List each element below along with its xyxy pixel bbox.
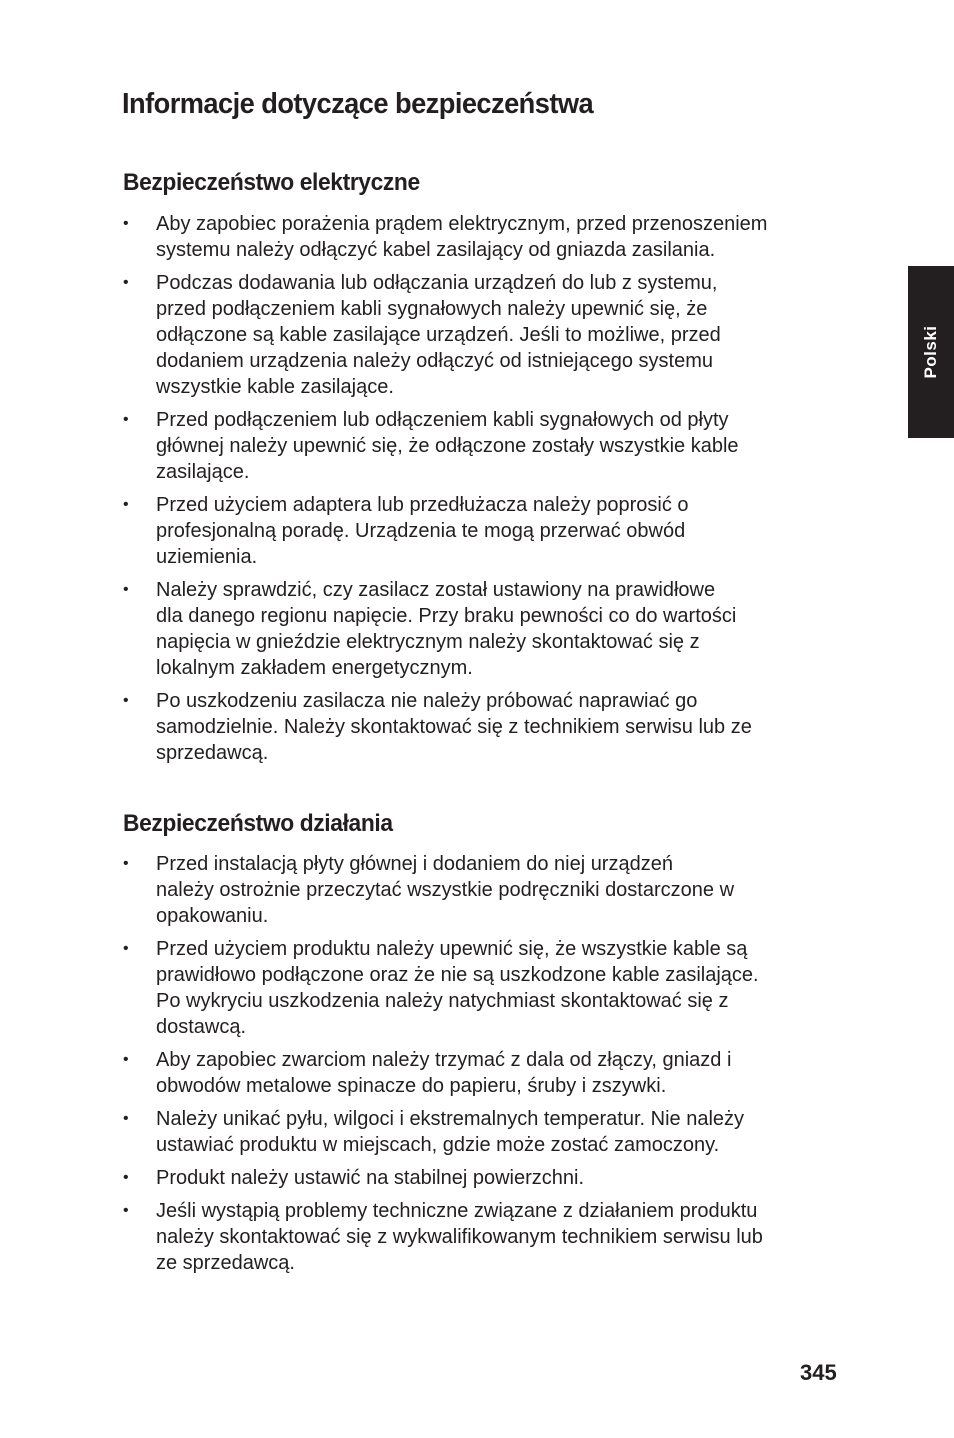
page-title: Informacje dotyczące bezpieczeństwa xyxy=(122,88,594,120)
bullet-marker: • xyxy=(123,215,129,232)
section-heading-operation: Bezpieczeństwo działania xyxy=(123,810,393,837)
list-item-text-line: głównej należy upewnić się, że odłączone zostały wszystkie kable xyxy=(156,435,739,457)
list-item xyxy=(123,1106,833,1158)
list-item-text-line: ze sprzedawcą. xyxy=(156,1252,295,1274)
bullet-marker: • xyxy=(123,1051,129,1068)
bullet-marker: • xyxy=(123,692,129,709)
list-item-text-line: Produkt należy ustawić na stabilnej powierzchni. xyxy=(156,1167,584,1189)
list-item-text-line: Należy unikać pyłu, wilgoci i ekstremalnych temperatur. Nie należy xyxy=(156,1108,745,1130)
list-item xyxy=(123,407,833,485)
list-item-text-line: dostawcą. xyxy=(156,1016,247,1038)
list-item-text-line: Przed podłączeniem lub odłączeniem kabli sygnałowych od płyty xyxy=(156,409,729,431)
list-item xyxy=(123,936,833,1040)
bullet-marker: • xyxy=(123,940,129,957)
list-item-text-line: zasilające. xyxy=(156,461,250,483)
list-item xyxy=(123,270,833,400)
list-item xyxy=(123,211,833,263)
list-item-text-line: obwodów metalowe spinacze do papieru, śruby i zszywki. xyxy=(156,1075,667,1097)
list-item xyxy=(123,1198,833,1276)
list-item-text-line: Podczas dodawania lub odłączania urządzeń do lub z systemu, xyxy=(156,272,718,294)
bullet-marker: • xyxy=(123,1169,129,1186)
list-item-text-line: Przed użyciem adaptera lub przedłużacza należy poprosić o xyxy=(156,494,689,516)
list-item-text-line: sprzedawcą. xyxy=(156,742,269,764)
bullet-marker: • xyxy=(123,411,129,428)
list-item-text-line: Aby zapobiec zwarciom należy trzymać z dala od złączy, gniazd i xyxy=(156,1049,732,1071)
list-item-text-line: Po wykryciu uszkodzenia należy natychmiast skontaktować się z xyxy=(156,990,729,1012)
list-item-text-line: należy ostrożnie przeczytać wszystkie podręczniki dostarczone w xyxy=(156,879,735,901)
list-item-text-line: lokalnym zakładem energetycznym. xyxy=(156,657,473,679)
page-number: 345 xyxy=(800,1360,837,1385)
list-item-text-line: samodzielnie. Należy skontaktować się z technikiem serwisu lub ze xyxy=(156,716,752,738)
language-side-tab xyxy=(908,266,954,438)
list-item-text-line: prawidłowo podłączone oraz że nie są uszkodzone kable zasilające. xyxy=(156,964,759,986)
list-item-text-line: wszystkie kable zasilające. xyxy=(156,376,394,398)
list-item xyxy=(123,1165,833,1191)
list-item xyxy=(123,688,833,766)
list-item-text-line: profesjonalną poradę. Urządzenia te mogą przerwać obwód xyxy=(156,520,686,542)
list-item-text-line: Należy sprawdzić, czy zasilacz został ustawiony na prawidłowe xyxy=(156,579,716,601)
list-item-text-line: dla danego regionu napięcie. Przy braku pewności co do wartości xyxy=(156,605,737,627)
list-item-text-line: odłączone są kable zasilające urządzeń. Jeśli to możliwe, przed xyxy=(156,324,721,346)
section-heading-electrical: Bezpieczeństwo elektryczne xyxy=(123,169,420,196)
list-item-text-line: opakowaniu. xyxy=(156,905,269,927)
list-item-text-line: dodaniem urządzenia należy odłączyć od istniejącego systemu xyxy=(156,350,713,372)
list-item-text-line: napięcia w gnieździe elektrycznym należy skontaktować się z xyxy=(156,631,700,653)
list-item-text-line: Jeśli wystąpią problemy techniczne związane z działaniem produktu xyxy=(156,1200,758,1222)
list-item-text-line: uziemienia. xyxy=(156,546,258,568)
operation-safety-list xyxy=(123,851,833,1283)
list-item-text-line: ustawiać produktu w miejscach, gdzie może zostać zamoczony. xyxy=(156,1134,720,1156)
list-item-text-line: systemu należy odłączyć kabel zasilający od gniazda zasilania. xyxy=(156,239,716,261)
electrical-safety-list xyxy=(123,211,833,773)
list-item-text-line: Po uszkodzeniu zasilacza nie należy próbować naprawiać go xyxy=(156,690,698,712)
bullet-marker: • xyxy=(123,855,129,872)
list-item-text-line: Przed użyciem produktu należy upewnić się, że wszystkie kable są xyxy=(156,938,748,960)
list-item xyxy=(123,577,833,681)
list-item-text-line: przed podłączeniem kabli sygnałowych należy upewnić się, że xyxy=(156,298,708,320)
list-item xyxy=(123,851,833,929)
list-item-text-line: należy skontaktować się z wykwalifikowanym technikiem serwisu lub xyxy=(156,1226,763,1248)
bullet-marker: • xyxy=(123,1110,129,1127)
bullet-marker: • xyxy=(123,1202,129,1219)
list-item-text-line: Przed instalacją płyty głównej i dodaniem do niej urządzeń xyxy=(156,853,673,875)
bullet-marker: • xyxy=(123,581,129,598)
bullet-marker: • xyxy=(123,496,129,513)
bullet-marker: • xyxy=(123,274,129,291)
language-tab-label: Polski xyxy=(921,325,940,379)
list-item xyxy=(123,1047,833,1099)
list-item xyxy=(123,492,833,570)
list-item-text-line: Aby zapobiec porażenia prądem elektrycznym, przed przenoszeniem xyxy=(156,213,768,235)
